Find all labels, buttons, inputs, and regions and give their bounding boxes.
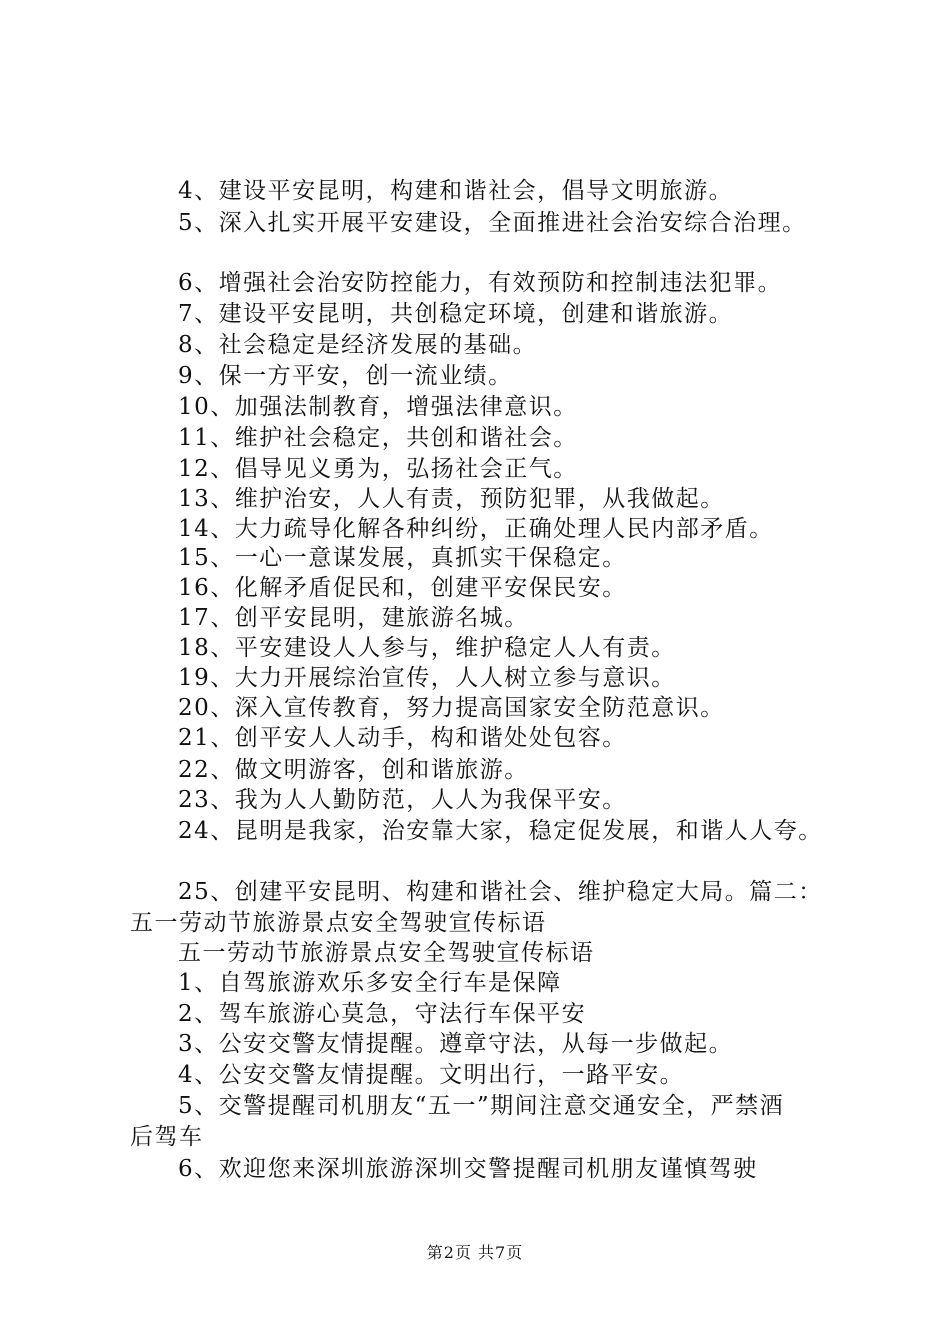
text-line: 2、驾车旅游心莫急，守法行车保平安: [178, 1001, 587, 1027]
text-line: 11、维护社会稳定，共创和谐社会。: [178, 425, 578, 451]
text-line: 五一劳动节旅游景点安全驾驶宣传标语: [130, 910, 547, 936]
text-line: 17、创平安昆明，建旅游名城。: [178, 605, 529, 631]
text-line: 12、倡导见义勇为，弘扬社会正气。: [178, 456, 578, 482]
text-line: 6、增强社会治安防控能力，有效预防和控制违法犯罪。: [178, 270, 783, 296]
text-line: 9、保一方平安，创一流业绩。: [178, 363, 513, 389]
text-line: 16、化解矛盾促民和，创建平安保民安。: [178, 575, 627, 601]
text-line: 22、做文明游客，创和谐旅游。: [178, 757, 529, 783]
text-line: 五一劳动节旅游景点安全驾驶宣传标语: [178, 940, 595, 966]
text-line: 8、社会稳定是经济发展的基础。: [178, 332, 538, 358]
text-line: 14、大力疏导化解各种纠纷，正确处理人民内部矛盾。: [178, 516, 774, 542]
text-line: 23、我为人人勤防范，人人为我保平安。: [178, 787, 627, 813]
text-line: 4、公安交警友情提醒。文明出行，一路平安。: [178, 1062, 685, 1088]
text-line: 21、创平安人人动手，构和谐处处包容。: [178, 725, 627, 751]
text-line: 10、加强法制教育，增强法律意识。: [178, 394, 578, 420]
page-number: 第2页 共7页: [426, 1243, 524, 1262]
text-line: 24、昆明是我家，治安靠大家，稳定促发展，和谐人人夸。: [178, 818, 823, 844]
text-line: 20、深入宣传教育，努力提高国家安全防范意识。: [178, 695, 725, 721]
text-line: 3、公安交警友情提醒。遵章守法，从每一步做起。: [178, 1031, 734, 1057]
text-line: 25、创建平安昆明、构建和谐社会、维护稳定大局。篇二：: [178, 879, 823, 905]
text-line: 19、大力开展综治宣传，人人树立参与意识。: [178, 665, 676, 691]
text-line: 5、交警提醒司机朋友“五一”期间注意交通安全，严禁酒: [178, 1093, 785, 1119]
text-line: 5、深入扎实开展平安建设，全面推进社会治安综合治理。: [178, 210, 807, 236]
text-line: 13、维护治安，人人有责，预防犯罪，从我做起。: [178, 486, 725, 512]
text-line: 4、建设平安昆明，构建和谐社会，倡导文明旅游。: [178, 178, 734, 204]
text-line: 7、建设平安昆明，共创稳定环境，创建和谐旅游。: [178, 301, 734, 327]
text-line: 6、欢迎您来深圳旅游深圳交警提醒司机朋友谨慎驾驶: [178, 1156, 758, 1182]
text-line: 1、自驾旅游欢乐多安全行车是保障: [178, 970, 562, 996]
text-line: 18、平安建设人人参与，维护稳定人人有责。: [178, 635, 676, 661]
text-line: 15、一心一意谋发展，真抓实干保稳定。: [178, 545, 627, 571]
text-line: 后驾车: [130, 1124, 204, 1150]
